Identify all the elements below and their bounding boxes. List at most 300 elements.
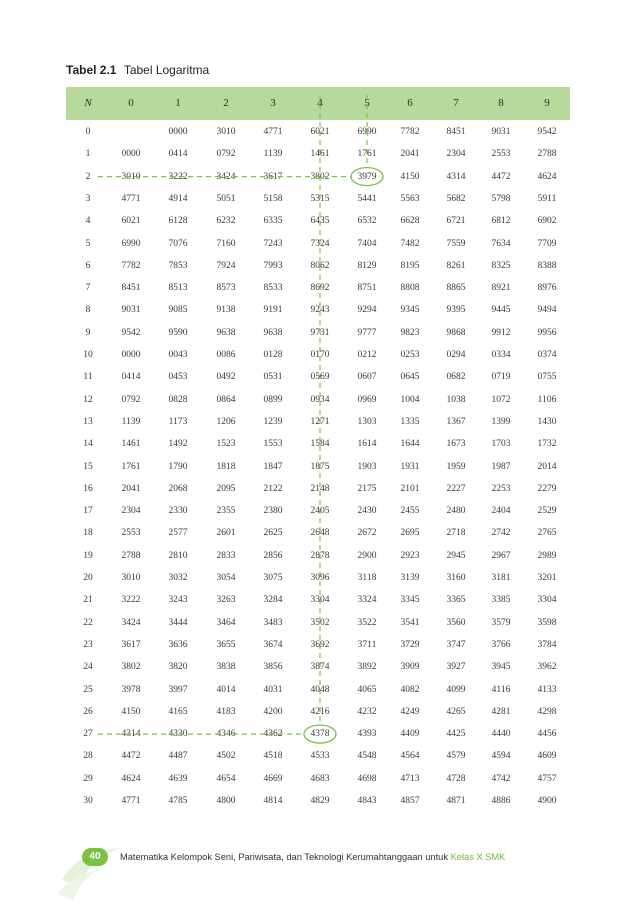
- table-cell: 9542: [537, 127, 557, 137]
- table-cell: 1703: [491, 439, 511, 450]
- table-cell: 3979: [357, 171, 377, 182]
- table-caption: [66, 63, 209, 77]
- table-cell: 7782: [400, 127, 420, 137]
- table-row: [66, 214, 570, 228]
- table-cell: 2279: [537, 483, 557, 494]
- table-cell: 4133: [537, 684, 557, 695]
- table-cell: 7404: [357, 238, 377, 249]
- table-cell: 9294: [357, 305, 377, 316]
- table-cell: 9823: [400, 327, 420, 338]
- table-cell: 9912: [491, 327, 511, 338]
- row-label-cell: 6: [85, 260, 91, 271]
- table-cell: 0755: [537, 372, 557, 383]
- table-cell: 3802: [310, 171, 330, 182]
- header-cell-3: 3: [270, 97, 276, 109]
- table-cell: 4065: [357, 684, 377, 695]
- table-cell: 3010: [121, 573, 141, 583]
- table-cell: 8573: [216, 283, 236, 294]
- table-number: Tabel 2.1: [66, 63, 117, 77]
- table-cell: 2405: [310, 506, 330, 517]
- table-cell: 3444: [168, 617, 188, 628]
- footer-book-title: [120, 852, 505, 862]
- table-cell: 6990: [357, 127, 377, 137]
- table-cell: 2553: [491, 149, 511, 160]
- table-cell: 9494: [537, 305, 557, 316]
- table-cell: 2404: [491, 506, 511, 517]
- table-cell: 3464: [216, 617, 236, 628]
- table-cell: 4232: [357, 706, 377, 717]
- table-row: [66, 526, 570, 540]
- table-cell: 3304: [537, 595, 557, 606]
- row-label-cell: 12: [83, 394, 93, 405]
- table-cell: 4548: [357, 751, 377, 762]
- table-cell: 3874: [310, 662, 330, 673]
- row-label-cell: 11: [83, 372, 93, 383]
- table-cell: 5051: [216, 193, 236, 204]
- table-cell: 3304: [310, 595, 330, 606]
- table-cell: 4200: [263, 706, 283, 717]
- table-cell: 9395: [446, 305, 466, 316]
- table-cell: 2742: [491, 528, 511, 539]
- table-cell: 4564: [400, 751, 420, 762]
- table-cell: 1461: [121, 439, 141, 450]
- table-cell: 3284: [263, 595, 283, 606]
- table-cell: 3560: [446, 617, 466, 628]
- table-row: [66, 749, 570, 763]
- table-cell: 6021: [310, 127, 330, 137]
- table-cell: 4265: [446, 706, 466, 717]
- table-cell: 4362: [263, 729, 283, 740]
- table-cell: 8533: [263, 283, 283, 294]
- table-cell: 0682: [446, 372, 466, 383]
- table-cell: 7559: [446, 238, 466, 249]
- table-cell: 1761: [357, 149, 377, 160]
- table-cell: 0828: [168, 394, 188, 405]
- table-cell: 3747: [446, 639, 466, 650]
- table-cell: 2553: [121, 528, 141, 539]
- table-cell: 2480: [446, 506, 466, 517]
- table-cell: 7324: [310, 238, 330, 249]
- table-cell: 8129: [357, 260, 377, 271]
- table-row: [66, 460, 570, 474]
- table-cell: 2380: [263, 506, 283, 517]
- table-row: [66, 147, 570, 161]
- row-label-cell: 3: [85, 193, 91, 204]
- table-cell: 4048: [310, 684, 330, 695]
- header-cell-0: 0: [128, 97, 134, 109]
- table-cell: 4843: [357, 796, 377, 806]
- table-row: [66, 437, 570, 451]
- table-cell: 8388: [537, 260, 557, 271]
- footer-text-accent: Kelas X SMK: [450, 852, 506, 862]
- row-label-cell: 27: [83, 729, 93, 740]
- table-cell: 2577: [168, 528, 188, 539]
- table-cell: 6628: [400, 216, 420, 227]
- table-cell: 3838: [216, 662, 236, 673]
- table-cell: 8513: [168, 283, 188, 294]
- table-cell: 2430: [357, 506, 377, 517]
- table-row: [66, 504, 570, 518]
- row-label-cell: 10: [83, 350, 93, 360]
- table-cell: 9731: [310, 327, 330, 338]
- table-cell: 4456: [537, 729, 557, 740]
- row-label-cell: 23: [83, 639, 93, 650]
- table-cell: 4346: [216, 729, 236, 740]
- table-cell: 3010: [216, 127, 236, 137]
- table-cell: 3729: [400, 639, 420, 650]
- table-cell: 3222: [121, 595, 141, 606]
- table-cell: 3802: [121, 662, 141, 673]
- table-cell: 6721: [446, 216, 466, 227]
- table-cell: 2945: [446, 550, 466, 561]
- table-cell: 2355: [216, 506, 236, 517]
- table-cell: 4518: [263, 751, 283, 762]
- table-cell: 8451: [446, 127, 466, 137]
- table-cell: 1139: [263, 149, 283, 160]
- table-cell: 3711: [357, 639, 377, 650]
- table-cell: 2923: [400, 550, 420, 561]
- table-cell: 4771: [121, 796, 141, 806]
- table-cell: 0899: [263, 394, 283, 405]
- table-cell: 1987: [491, 461, 511, 472]
- table-cell: 2148: [310, 483, 330, 494]
- table-cell: 0253: [400, 350, 420, 360]
- table-cell: 9868: [446, 327, 466, 338]
- table-cell: 4183: [216, 706, 236, 717]
- table-row: [66, 571, 570, 585]
- table-cell: 1847: [263, 461, 283, 472]
- table-cell: 7782: [121, 260, 141, 271]
- table-cell: 2878: [310, 550, 330, 561]
- table-cell: 4330: [168, 729, 188, 740]
- table-cell: 4099: [446, 684, 466, 695]
- row-label-cell: 2: [85, 171, 91, 182]
- table-cell: 5315: [310, 193, 330, 204]
- table-cell: 3766: [491, 639, 511, 650]
- table-cell: 3118: [357, 573, 377, 583]
- table-cell: 4728: [446, 773, 466, 784]
- table-cell: 4314: [121, 729, 141, 740]
- row-label-cell: 5: [85, 238, 91, 249]
- table-cell: 9638: [216, 327, 236, 338]
- table-cell: 9031: [491, 127, 511, 137]
- table-cell: 0969: [357, 394, 377, 405]
- row-label-cell: 13: [83, 416, 93, 427]
- table-row: [66, 259, 570, 273]
- table-cell: 4393: [357, 729, 377, 740]
- table-cell: 7993: [263, 260, 283, 271]
- table-cell: 3032: [168, 573, 188, 583]
- table-cell: 2967: [491, 550, 511, 561]
- page-footer: [0, 820, 638, 912]
- table-cell: 4150: [121, 706, 141, 717]
- table-cell: 3856: [263, 662, 283, 673]
- table-cell: 4829: [310, 796, 330, 806]
- table-cell: 0645: [400, 372, 420, 383]
- table-cell: 4425: [446, 729, 466, 740]
- table-cell: 0170: [310, 350, 330, 360]
- table-cell: 4502: [216, 751, 236, 762]
- table-cell: 1106: [537, 394, 557, 405]
- table-cell: 3243: [168, 595, 188, 606]
- table-cell: 2041: [121, 483, 141, 494]
- table-row: [66, 593, 570, 607]
- table-cell: 3617: [121, 639, 141, 650]
- table-cell: 5158: [263, 193, 283, 204]
- footer-text-main: Matematika Kelompok Seni, Pariwisata, dan Teknologi Kerumahtanggaan untuk: [120, 852, 451, 862]
- table-cell: 8062: [310, 260, 330, 271]
- table-cell: 0086: [216, 350, 236, 360]
- table-cell: 8451: [121, 283, 141, 294]
- table-cell: 1523: [216, 439, 236, 450]
- table-cell: 0212: [357, 350, 377, 360]
- table-cell: 3636: [168, 639, 188, 650]
- table-cell: 2833: [216, 550, 236, 561]
- table-cell: 4281: [491, 706, 511, 717]
- table-cell: 2041: [400, 149, 420, 160]
- table-cell: 3483: [263, 617, 283, 628]
- row-label-cell: 29: [83, 773, 93, 784]
- table-cell: 4900: [537, 796, 557, 806]
- table-cell: 3909: [400, 662, 420, 673]
- table-cell: 8325: [491, 260, 511, 271]
- table-cell: 1072: [491, 394, 511, 405]
- table-row: [66, 727, 570, 741]
- table-cell: 2068: [168, 483, 188, 494]
- table-cell: 2175: [357, 483, 377, 494]
- table-cell: 7924: [216, 260, 236, 271]
- table-row: [66, 794, 570, 808]
- table-cell: 4150: [400, 171, 420, 182]
- table-cell: 0934: [310, 394, 330, 405]
- table-cell: 8751: [357, 283, 377, 294]
- table-cell: 9445: [491, 305, 511, 316]
- row-label-cell: 22: [83, 617, 93, 628]
- table-cell: 0294: [446, 350, 466, 360]
- table-cell: 2529: [537, 506, 557, 517]
- header-cell-7: 7: [453, 97, 459, 109]
- table-cell: 3962: [537, 662, 557, 673]
- table-cell: 3997: [168, 684, 188, 695]
- table-row: [66, 482, 570, 496]
- table-cell: 4440: [491, 729, 511, 740]
- table-row: [66, 683, 570, 697]
- table-cell: 1430: [537, 416, 557, 427]
- table-cell: 2101: [400, 483, 420, 494]
- table-cell: 2718: [446, 528, 466, 539]
- table-cell: 1761: [121, 461, 141, 472]
- table-cell: 7853: [168, 260, 188, 271]
- table-cell: 4216: [310, 706, 330, 717]
- table-title: Tabel Logaritma: [123, 63, 210, 77]
- table-cell: 4594: [491, 751, 511, 762]
- table-row: [66, 772, 570, 786]
- row-label-cell: 18: [83, 528, 93, 539]
- table-cell: 3784: [537, 639, 557, 650]
- table-cell: 4914: [168, 193, 188, 204]
- table-cell: 1903: [357, 461, 377, 472]
- table-cell: 3222: [168, 171, 188, 182]
- table-cell: 0374: [537, 350, 557, 360]
- table-cell: 4713: [400, 773, 420, 784]
- table-cell: 1614: [357, 439, 377, 450]
- table-row: [66, 370, 570, 384]
- table-cell: 3263: [216, 595, 236, 606]
- row-label-cell: 20: [83, 573, 93, 583]
- table-cell: 4472: [121, 751, 141, 762]
- row-label-cell: 21: [83, 595, 93, 606]
- table-cell: 4757: [537, 773, 557, 784]
- header-cell-n: N: [84, 97, 92, 109]
- table-cell: 3674: [263, 639, 283, 650]
- table-cell: 9345: [400, 305, 420, 316]
- table-cell: 5441: [357, 193, 377, 204]
- table-cell: 3365: [446, 595, 466, 606]
- table-row: [66, 303, 570, 317]
- table-cell: 3160: [446, 573, 466, 583]
- table-cell: 3181: [491, 573, 511, 583]
- table-cell: 1818: [216, 461, 236, 472]
- table-cell: 4785: [168, 796, 188, 806]
- table-cell: 6812: [491, 216, 511, 227]
- table-cell: 1206: [216, 416, 236, 427]
- table-cell: 6128: [168, 216, 188, 227]
- table-cell: 2455: [400, 506, 420, 517]
- row-label-cell: 0: [85, 127, 91, 137]
- table-row: [66, 281, 570, 295]
- table-cell: 7634: [491, 238, 511, 249]
- table-cell: 3692: [310, 639, 330, 650]
- table-row: [66, 125, 570, 139]
- table-cell: 4742: [491, 773, 511, 784]
- table-cell: 8195: [400, 260, 420, 271]
- table-row: [66, 705, 570, 719]
- table-cell: 0334: [491, 350, 511, 360]
- table-cell: 0864: [216, 394, 236, 405]
- table-cell: 2122: [263, 483, 283, 494]
- table-cell: 9638: [263, 327, 283, 338]
- table-row: [66, 549, 570, 563]
- table-cell: 4165: [168, 706, 188, 717]
- table-cell: 5563: [400, 193, 420, 204]
- header-cell-2: 2: [223, 97, 229, 109]
- table-cell: 0607: [357, 372, 377, 383]
- table-cell: 2900: [357, 550, 377, 561]
- table-cell: 6232: [216, 216, 236, 227]
- table-cell: 9191: [263, 305, 283, 316]
- table-cell: 0719: [491, 372, 511, 383]
- table-row: [66, 616, 570, 630]
- row-label-cell: 26: [83, 706, 93, 717]
- table-cell: 3892: [357, 662, 377, 673]
- table-cell: 0000: [121, 350, 141, 360]
- row-label-cell: 24: [83, 662, 93, 673]
- table-cell: 2648: [310, 528, 330, 539]
- table-cell: 1173: [168, 416, 188, 427]
- table-row: [66, 192, 570, 206]
- table-cell: 0453: [168, 372, 188, 383]
- table-cell: 2625: [263, 528, 283, 539]
- table-cell: 4624: [537, 171, 557, 182]
- table-cell: 4298: [537, 706, 557, 717]
- table-cell: 7482: [400, 238, 420, 249]
- table-cell: 1553: [263, 439, 283, 450]
- table-cell: 9085: [168, 305, 188, 316]
- table-cell: 1584: [310, 439, 330, 450]
- table-cell: 0128: [263, 350, 283, 360]
- row-label-cell: 16: [83, 483, 93, 494]
- table-cell: 7709: [537, 238, 557, 249]
- row-label-cell: 14: [83, 439, 93, 450]
- table-cell: 2304: [121, 506, 141, 517]
- table-cell: 2330: [168, 506, 188, 517]
- table-cell: 4871: [446, 796, 466, 806]
- table-cell: 6990: [121, 238, 141, 249]
- table-cell: 0000: [121, 149, 141, 160]
- table-cell: 3579: [491, 617, 511, 628]
- table-row: [66, 660, 570, 674]
- table-cell: 7243: [263, 238, 283, 249]
- row-label-cell: 15: [83, 461, 93, 472]
- table-cell: 3424: [121, 617, 141, 628]
- table-cell: 3096: [310, 573, 330, 583]
- table-cell: 4814: [263, 796, 283, 806]
- table-cell: 0792: [216, 149, 236, 160]
- table-cell: 2695: [400, 528, 420, 539]
- table-cell: 4698: [357, 773, 377, 784]
- table-cell: 4249: [400, 706, 420, 717]
- table-cell: 4771: [121, 193, 141, 204]
- table-header-row: [66, 87, 570, 120]
- table-cell: 6021: [121, 216, 141, 227]
- table-row: [66, 348, 570, 362]
- table-cell: 3010: [121, 171, 141, 182]
- table-cell: 0792: [121, 394, 141, 405]
- table-cell: 1367: [446, 416, 466, 427]
- table-row: [66, 326, 570, 340]
- table-cell: 3201: [537, 573, 557, 583]
- table-cell: 1399: [491, 416, 511, 427]
- table-cell: 0492: [216, 372, 236, 383]
- header-cell-4: 4: [317, 97, 323, 109]
- table-cell: 6532: [357, 216, 377, 227]
- table-cell: 2014: [537, 461, 557, 472]
- table-cell: 3324: [357, 595, 377, 606]
- table-cell: 0414: [168, 149, 188, 160]
- table-cell: 3502: [310, 617, 330, 628]
- table-cell: 4487: [168, 751, 188, 762]
- table-cell: 9956: [537, 327, 557, 338]
- table-row: [66, 170, 570, 184]
- table-cell: 8692: [310, 283, 330, 294]
- table-cell: 1271: [310, 416, 330, 427]
- table-cell: 6435: [310, 216, 330, 227]
- table-cell: 5798: [491, 193, 511, 204]
- table-cell: 1875: [310, 461, 330, 472]
- row-label-cell: 9: [85, 327, 91, 338]
- table-cell: 3385: [491, 595, 511, 606]
- table-cell: 4014: [216, 684, 236, 695]
- table-cell: 2304: [446, 149, 466, 160]
- table-cell: 2989: [537, 550, 557, 561]
- table-cell: 1461: [310, 149, 330, 160]
- row-label-cell: 28: [83, 751, 93, 762]
- table-cell: 9138: [216, 305, 236, 316]
- table-cell: 3617: [263, 171, 283, 182]
- table-cell: 3541: [400, 617, 420, 628]
- table-cell: 1790: [168, 461, 188, 472]
- table-cell: 3345: [400, 595, 420, 606]
